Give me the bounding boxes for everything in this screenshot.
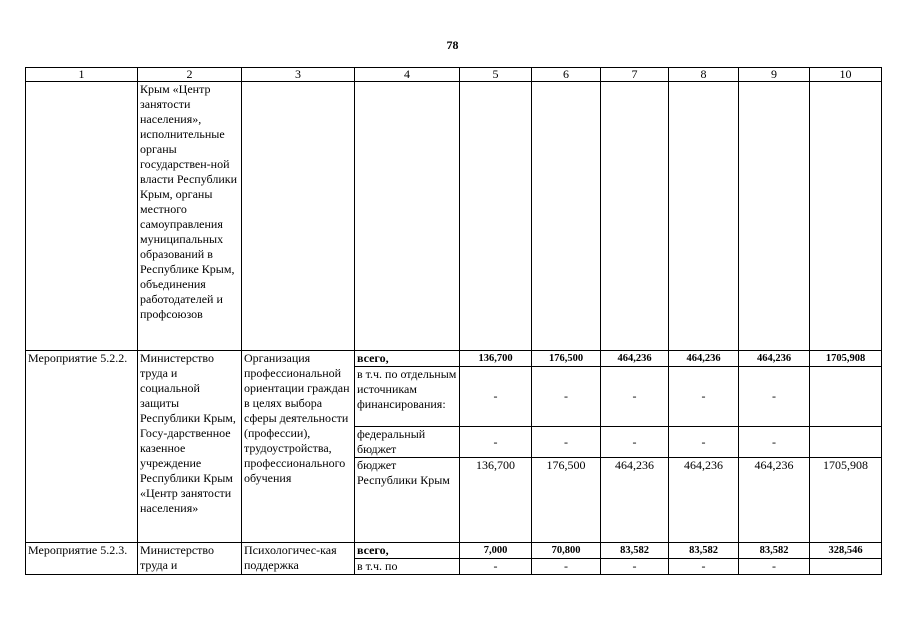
header-cell: 3: [242, 68, 355, 82]
source-total: всего,: [355, 351, 460, 367]
value-cell: -: [669, 367, 739, 427]
value-cell: 1705,908: [810, 458, 882, 543]
source-label: федеральный бюджет: [355, 427, 460, 458]
empty-cell: [355, 82, 460, 351]
value-cell: [810, 559, 882, 575]
source-label: в т.ч. по: [355, 559, 460, 575]
header-cell: 9: [739, 68, 810, 82]
header-cell: 5: [460, 68, 532, 82]
measure-name: Мероприятие 5.2.2.: [26, 351, 138, 543]
value-cell: 464,236: [601, 351, 669, 367]
page-number: 78: [446, 38, 459, 52]
measure-executor: Министерство труда и: [138, 543, 242, 575]
measure-executor: Министерство труда и социальной защиты Республики Крым, Госу-дарственное казенное учреждение Республики Крым «Центр занятости населения»: [138, 351, 242, 543]
value-cell: 464,236: [739, 458, 810, 543]
source-label: в т.ч. по отдельным источникам финансирования:: [355, 367, 460, 427]
empty-cell: [669, 82, 739, 351]
value-cell: [810, 427, 882, 458]
header-cell: 8: [669, 68, 739, 82]
empty-cell: [26, 82, 138, 351]
value-cell: 176,500: [532, 351, 601, 367]
value-cell: 464,236: [669, 458, 739, 543]
financing-table: [25, 67, 882, 575]
header-cell: 1: [26, 68, 138, 82]
header-cell: 6: [532, 68, 601, 82]
value-cell: [810, 367, 882, 427]
header-cell: 4: [355, 68, 460, 82]
header-cell: 7: [601, 68, 669, 82]
header-row: [26, 68, 882, 82]
header-cell: 2: [138, 68, 242, 82]
value-cell: -: [601, 427, 669, 458]
value-cell: -: [739, 367, 810, 427]
executor-continuation: Крым «Центр занятости населения», исполнительные органы государствен-ной власти Республики Крым, органы местного самоуправления муниципальных образований в Республике Крым, объединения работодателей и профсоюзов: [138, 82, 242, 351]
header-cell: 10: [810, 68, 882, 82]
value-cell: -: [460, 367, 532, 427]
value-cell: -: [460, 427, 532, 458]
measure-description: Организация профессиональной ориентации граждан в целях выбора сферы деятельности (профессии), трудоустройства, профессионального обучения: [242, 351, 355, 543]
table-row: [26, 351, 882, 367]
value-cell: 7,000: [460, 543, 532, 559]
measure-description: Психологичес-кая поддержка: [242, 543, 355, 575]
value-cell: 464,236: [739, 351, 810, 367]
value-cell: 1705,908: [810, 351, 882, 367]
value-cell: -: [739, 559, 810, 575]
value-cell: 83,582: [601, 543, 669, 559]
value-cell: -: [739, 427, 810, 458]
value-cell: 70,800: [532, 543, 601, 559]
value-cell: 464,236: [669, 351, 739, 367]
continuation-row: [26, 82, 882, 351]
value-cell: -: [460, 559, 532, 575]
empty-cell: [242, 82, 355, 351]
value-cell: 176,500: [532, 458, 601, 543]
measure-name: Мероприятие 5.2.3.: [26, 543, 138, 575]
empty-cell: [532, 82, 601, 351]
source-label: бюджет Республики Крым: [355, 458, 460, 543]
value-cell: -: [601, 559, 669, 575]
empty-cell: [739, 82, 810, 351]
value-cell: -: [669, 559, 739, 575]
table-row: [26, 543, 882, 559]
empty-cell: [460, 82, 532, 351]
value-cell: 464,236: [601, 458, 669, 543]
value-cell: 136,700: [460, 458, 532, 543]
value-cell: 83,582: [739, 543, 810, 559]
value-cell: 83,582: [669, 543, 739, 559]
value-cell: 136,700: [460, 351, 532, 367]
value-cell: -: [532, 367, 601, 427]
value-cell: -: [532, 559, 601, 575]
value-cell: -: [601, 367, 669, 427]
empty-cell: [601, 82, 669, 351]
source-total: всего,: [355, 543, 460, 559]
value-cell: -: [669, 427, 739, 458]
value-cell: -: [532, 427, 601, 458]
empty-cell: [810, 82, 882, 351]
value-cell: 328,546: [810, 543, 882, 559]
